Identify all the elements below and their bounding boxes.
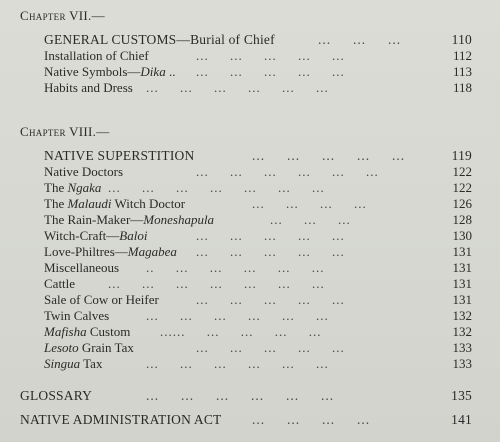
dot-leader: ...... ... ... ... ... — [160, 324, 322, 339]
act-label: NATIVE ADMINISTRATION ACT — [20, 412, 222, 427]
page-number: 119 — [451, 148, 472, 163]
glossary-label: GLOSSARY — [20, 388, 93, 403]
page-number: 113 — [452, 64, 472, 79]
dot-leader: ... ... ... ... ... ... — [146, 80, 329, 95]
dot-leader: ... ... ... — [318, 32, 402, 47]
dot-leader: ... ... ... ... ... ... — [146, 356, 329, 371]
toc-entry: Installation of Chief ... ... ... ... ... 112 — [44, 48, 472, 63]
dot-leader: ... ... ... ... ... ... — [146, 308, 329, 323]
page-number: 131 — [452, 276, 472, 291]
toc-entry: Miscellaneous .. ... ... ... ... ... 131 — [44, 260, 472, 275]
toc-entry: Twin Calves ... ... ... ... ... ... 132 — [44, 308, 472, 323]
toc-entry: Witch-Craft—Baloi ... ... ... ... ... 130 — [44, 228, 472, 243]
page-number: 122 — [452, 180, 472, 195]
page-number: 122 — [452, 164, 472, 179]
toc-entry: Habits and Dress ... ... ... ... ... ... 118 — [44, 80, 472, 95]
page-number: 131 — [452, 244, 472, 259]
page-number: 110 — [451, 32, 472, 47]
toc-entry: Mafisha Custom ...... ... ... ... ... 132 — [44, 324, 472, 339]
dot-leader: ... ... ... ... — [252, 196, 367, 211]
dot-leader: ... ... ... ... ... — [196, 340, 345, 355]
toc-entry: Lesoto Grain Tax ... ... ... ... ... 133 — [44, 340, 472, 355]
page-number: 126 — [452, 196, 472, 211]
dot-leader: ... ... ... ... — [252, 412, 371, 427]
toc-entry: Singua Tax ... ... ... ... ... ... 133 — [44, 356, 472, 371]
dot-leader: ... ... ... ... ... ... — [146, 388, 335, 403]
toc-entry: Cattle ... ... ... ... ... ... ... 131 — [44, 276, 472, 291]
dot-leader: ... ... ... ... ... — [196, 228, 345, 243]
page-number: 132 — [452, 308, 472, 323]
dot-leader: ... ... ... ... ... — [196, 64, 345, 79]
toc-entry: Native Doctors ... ... ... ... ... ... 122 — [44, 164, 472, 179]
dot-leader: ... ... ... ... ... ... ... — [108, 180, 325, 195]
page-number: 118 — [452, 80, 472, 95]
page-number: 135 — [451, 388, 472, 403]
toc-entry: The Rain-Maker—Moneshapula ... ... ... 128 — [44, 212, 472, 227]
chapter-viii-heading: Chapter VIII.— — [20, 124, 110, 139]
toc-entry: NATIVE SUPERSTITION ... ... ... ... ... 119 — [44, 148, 472, 163]
toc-entry: Love-Philtres—Magabea ... ... ... ... ... 131 — [44, 244, 472, 259]
dot-leader: ... ... ... ... ... — [196, 292, 345, 307]
page-number: 133 — [452, 340, 472, 355]
dot-leader: ... ... ... ... ... — [252, 148, 406, 163]
dot-leader: ... ... ... — [270, 212, 351, 227]
page-number: 132 — [452, 324, 472, 339]
chapter-vii-heading: Chapter VII.— — [20, 8, 105, 23]
page-number: 133 — [452, 356, 472, 371]
page-number: 128 — [452, 212, 472, 227]
toc-entry: GENERAL CUSTOMS—Burial of Chief ... ... ... 110 — [44, 32, 472, 47]
dot-leader: ... ... ... ... ... — [196, 244, 345, 259]
toc-entry: The Ngaka ... ... ... ... ... ... ... 122 — [44, 180, 472, 195]
page-number: 112 — [452, 48, 472, 63]
page-number: 131 — [452, 260, 472, 275]
glossary-entry — [0, 388, 500, 404]
toc-entry: Native Symbols—Dika .. ... ... ... ... ... 113 — [44, 64, 472, 79]
toc-entry: Sale of Cow or Heifer ... ... ... ... ... 131 — [44, 292, 472, 307]
dot-leader: ... ... ... ... ... ... ... — [108, 276, 325, 291]
page-number: 141 — [451, 412, 472, 427]
dot-leader: ... ... ... ... ... ... — [196, 164, 379, 179]
dot-leader: ... ... ... ... ... — [196, 48, 345, 63]
act-entry — [0, 412, 500, 428]
page-number: 130 — [452, 228, 472, 243]
page-number: 131 — [452, 292, 472, 307]
toc-entry: The Malaudi Witch Doctor ... ... ... ... 126 — [44, 196, 472, 211]
dot-leader: .. ... ... ... ... ... — [146, 260, 325, 275]
